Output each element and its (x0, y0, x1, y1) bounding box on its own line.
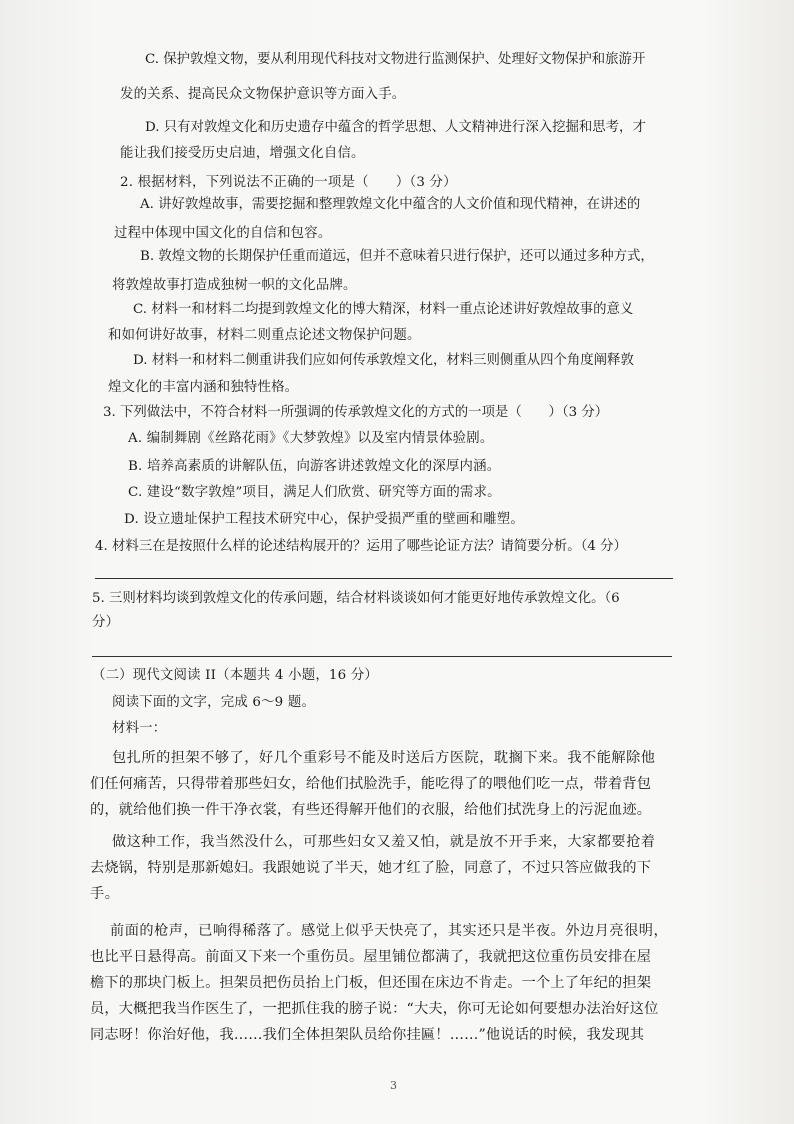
material-one-label: 材料一： (112, 721, 167, 736)
passage-line-11: 同志呀！你治好他，我……我们全体担架队员给你挂匾！……”他说话的时候，我发现其 (90, 1027, 645, 1043)
line-12: D. 材料一和材料二侧重讲我们应如何传承敦煌文化，材料三则侧重从四个角度阐释敦 (133, 353, 634, 368)
question-2: 2. 根据材料，下列说法不正确的一项是（ ）（3 分） (120, 175, 457, 190)
line-8: B. 敦煌文物的长期保护任重而道远，但并不意味着只进行保护，还可以通过多种方式， (140, 249, 654, 264)
passage-line-5: 去烧锅，特别是那新媳妇。我跟她说了半天，她才红了脸，同意了，不过只答应做我的下 (90, 860, 652, 876)
line-1: C. 保护敦煌文物，要从利用现代科技对文物进行监测保护、处理好文物保护和旅游开 (145, 52, 646, 67)
line-6: A. 讲好敦煌故事，需要挖掘和整理敦煌文化中蕴含的人文价值和现代精神，在讲述的 (140, 197, 641, 212)
question-4: 4. 材料三在是按照什么样的论述结构展开的？运用了哪些论证方法？请简要分析。（4 分） (95, 539, 627, 554)
option-3a: A. 编制舞剧《丝路花雨》《大梦敦煌》以及室内情景体验剧。 (128, 431, 494, 446)
question-3: 3. 下列做法中，不符合材料一所强调的传承敦煌文化的方式的一项是（ ）（3 分） (103, 405, 609, 420)
passage-line-7: 前面的枪声，已响得稀落了。感觉上似乎天快亮了，其实还只是半夜。外边月亮很明， (110, 923, 669, 939)
passage-line-10: 员，大概把我当作医生了，一把抓住我的膀子说：“大夫，你可无论如何要想办法治好这位 (90, 1001, 659, 1017)
passage-line-3: 的，就给他们换一件干净衣裳，有些还得解开他们的衣服，给他们拭洗身上的污泥血迹。 (90, 802, 652, 818)
line-2: 发的关系、提高民众文物保护意识等方面入手。 (120, 87, 406, 102)
answer-line-4 (95, 578, 673, 579)
question-5: 5. 三则材料均谈到敦煌文化的传承问题，结合材料谈谈如何才能更好地传承敦煌文化。（6 (92, 591, 620, 606)
line-3: D. 只有对敦煌文化和历史遗存中蕴含的哲学思想、人文精神进行深入挖掘和思考，才 (145, 120, 646, 135)
line-9: 将敦煌故事打造成独树一帜的文化品牌。 (112, 278, 357, 293)
option-3c: C. 建设“数字敦煌”项目，满足人们欣赏、研究等方面的需求。 (128, 485, 501, 500)
line-10: C. 材料一和材料二均提到敦煌文化的博大精深，材料一重点论述讲好敦煌故事的意义 (133, 302, 634, 317)
line-4: 能让我们接受历史启迪，增强文化自信。 (120, 146, 365, 161)
line-13: 煌文化的丰富内涵和独特性格。 (108, 380, 299, 395)
section-heading: （二）现代文阅读 II（本题共 4 小题，16 分） (92, 668, 379, 683)
line-7: 过程中体现中国文化的自信和包容。 (114, 226, 332, 241)
answer-line-5 (92, 656, 672, 657)
page-number: 3 (390, 1079, 397, 1092)
line-11: 和如何讲好故事，材料二则重点论述文物保护问题。 (108, 328, 421, 343)
passage-line-6: 手。 (90, 886, 120, 902)
question-5-cont: 分） (92, 615, 120, 630)
passage-line-1: 包扎所的担架不够了，好几个重彩号不能及时送后方医院，耽搁下来。我不能解除他 (112, 750, 656, 766)
passage-line-9: 檐下的那块门板上。担架员把伤员抬上门板，但还围在床边不肯走。一个上了年纪的担架 (90, 975, 652, 991)
reading-instruction: 阅读下面的文字，完成 6～9 题。 (112, 695, 316, 710)
passage-line-4: 做这种工作，我当然没什么，可那些妇女又羞又怕，就是放不开手来，大家都要抢着 (112, 834, 656, 850)
passage-line-8: 也比平日悬得高。前面又下来一个重伤员。屋里铺位都满了，我就把这位重伤员安排在屋 (90, 949, 652, 965)
option-3d: D. 设立遗址保护工程技术研究中心，保护受损严重的壁画和雕塑。 (124, 512, 524, 527)
passage-line-2: 们任何痛苦，只得带着那些妇女，给他们拭脸洗手，能吃得了的喂他们吃一点，带着背包 (90, 776, 652, 792)
option-3b: B. 培养高素质的讲解队伍，向游客讲述敦煌文化的深厚内涵。 (128, 459, 501, 474)
